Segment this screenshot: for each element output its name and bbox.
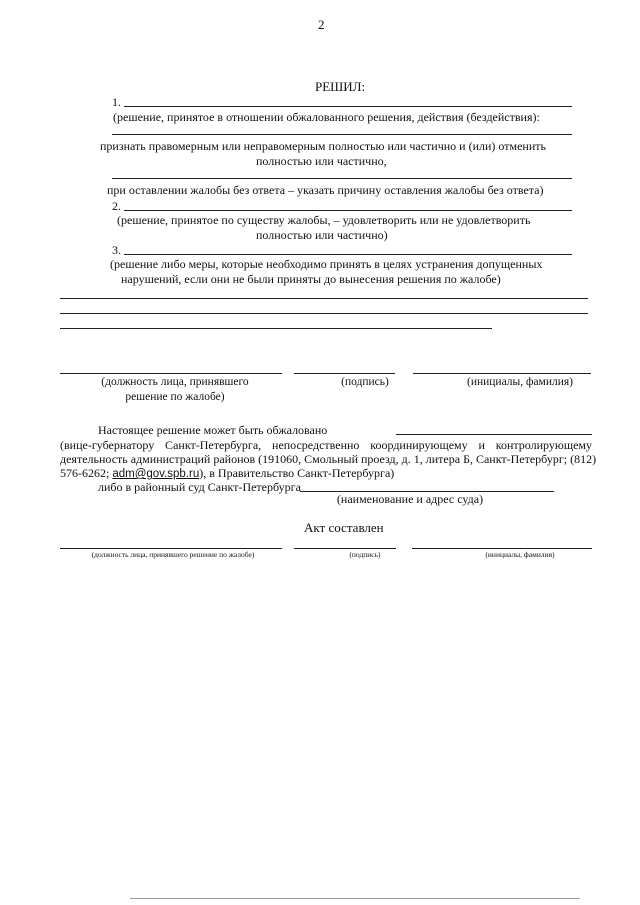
page-number: 2 — [318, 17, 325, 32]
signature-line[interactable] — [294, 373, 395, 374]
item-2-number: 2. — [112, 199, 121, 213]
blank-line-3[interactable] — [60, 328, 492, 329]
appeal-text-end: ), в Правительство Санкт-Петербурга) — [199, 466, 395, 480]
item-1-field[interactable] — [124, 106, 572, 107]
act-signature-line[interactable] — [294, 548, 396, 549]
appeal-text-line-4 — [60, 467, 394, 481]
blank-line-2[interactable] — [60, 313, 588, 314]
appeal-phone: 576-6262; — [60, 466, 113, 480]
act-title: Акт составлен — [304, 520, 384, 535]
item-3-field[interactable] — [124, 254, 572, 255]
appeal-field[interactable] — [396, 434, 592, 435]
court-text: либо в районный суд Санкт-Петербурга — [98, 480, 301, 494]
item-3-number: 3. — [112, 243, 121, 257]
court-label: (наименование и адрес суда) — [336, 492, 484, 506]
name-signature-line[interactable] — [413, 373, 591, 374]
act-position-label: (должность лица, принявшего решение по жалобе) — [91, 550, 255, 559]
item-1-hint-3: при оставлении жалобы без ответа – указать причину оставления жалобы без ответа) — [107, 183, 544, 197]
email-link[interactable]: adm@gov.spb.ru — [112, 468, 200, 480]
act-name-label: (инициалы, фамилия) — [485, 550, 555, 559]
position-label-2: решение по жалобе) — [125, 391, 225, 403]
item-2-field[interactable] — [124, 210, 572, 211]
item-1-field-3[interactable] — [112, 178, 572, 179]
appeal-text-line-3: деятельность администраций районов (191060, Смольный проезд, д. 1, литера Б, Санкт-Петербург; (812) — [60, 452, 597, 466]
blank-line-1[interactable] — [60, 298, 588, 299]
item-2-hint-2: полностью или частично) — [256, 228, 388, 242]
act-position-line[interactable] — [60, 548, 282, 549]
item-3-hint-1: (решение либо меры, которые необходимо принять в целях устранения допущенных — [110, 257, 543, 271]
footer-divider — [130, 898, 580, 899]
decision-heading: РЕШИЛ: — [315, 79, 366, 94]
item-1-number: 1. — [112, 95, 121, 109]
position-signature-line[interactable] — [60, 373, 282, 374]
item-1-hint-2a: признать правомерным или неправомерным полностью или частично и (или) отменить — [100, 139, 546, 153]
item-3-hint-2: нарушений, если они не были приняты до вынесения решения по жалобе) — [121, 272, 501, 286]
position-label-1: (должность лица, принявшего — [101, 376, 249, 388]
act-name-line[interactable] — [412, 548, 592, 549]
item-1-hint-1: (решение, принятое в отношении обжалованного решения, действия (бездействия): — [113, 110, 540, 124]
act-signature-label: (подпись) — [349, 550, 381, 559]
appeal-text-line-2: (вице-губернатору Санкт-Петербурга, непосредственно координирующему и контролирующему — [60, 438, 592, 452]
appeal-text-start: Настоящее решение может быть обжаловано — [98, 423, 328, 437]
item-1-field-2[interactable] — [112, 134, 572, 135]
signature-label: (подпись) — [341, 376, 389, 388]
item-2-hint-1: (решение, принятое по существу жалобы, – удовлетворить или не удовлетворить — [117, 213, 531, 227]
name-label: (инициалы, фамилия) — [466, 376, 574, 388]
item-1-hint-2b: полностью или частично, — [256, 154, 387, 168]
